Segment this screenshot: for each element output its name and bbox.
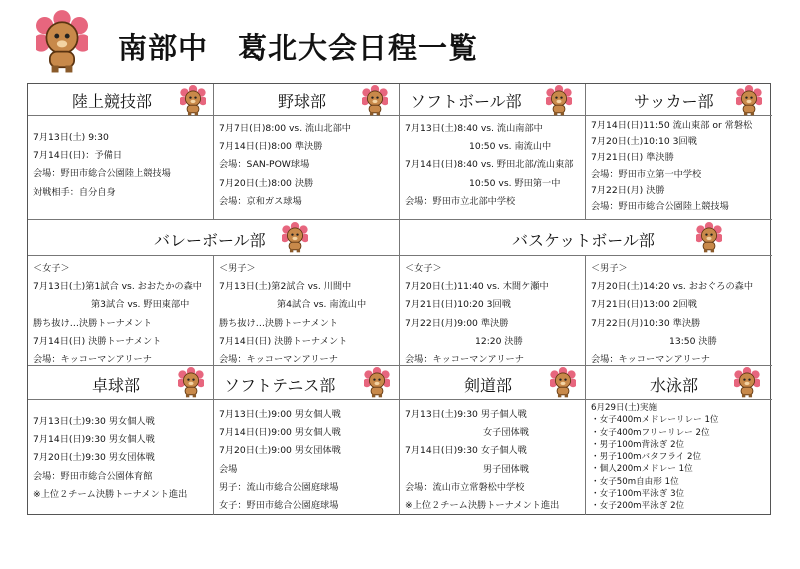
body-softtennis [214,400,400,515]
result-line: ・女子100m平泳ぎ 3位 [591,489,685,500]
schedule-line: 7月14日(日)9:30 男女個人戦 [33,434,155,446]
page-title: 南部中 葛北大会日程一覧 [118,31,479,65]
schedule-line: 7月13日(土)9:00 男女個人戦 [219,409,341,420]
section-title: ソフトテニス部 [224,376,336,395]
mascot-icon [36,10,88,76]
schedule-line: 7月13日(土)第2試合 vs. 川間中 [219,281,352,293]
body-suiei [586,400,772,515]
body-basket-girls [400,256,586,366]
schedule-line: 7月13日(土)9:30 男子個人戦 [405,409,527,420]
schedule-line: 7月22日(月) 決勝 [591,184,665,196]
body-basket-boys [586,256,772,366]
schedule-line: 7月21日(日) 準決勝 [591,152,674,164]
venue-line: 会場：野田市総合公園体育館 [33,470,153,482]
header-rikujo [28,84,214,116]
venue-line: 会場：京和ガス球場 [219,195,302,207]
mascot-icon [178,367,204,399]
header-basket [400,220,772,256]
body-volley-boys [214,256,400,366]
schedule-line: 第3試合 vs. 野田東部中 [91,299,190,311]
section-title: 水泳部 [650,376,699,395]
section-title: ソフトボール部 [410,92,522,111]
schedule-line: 7月21日(日)13:00 2回戦 [591,299,697,311]
body-volley-girls [28,256,214,366]
schedule-line: 勝ち抜け…決勝トーナメント [219,317,339,329]
group-label: ＜女子＞ [33,263,70,274]
body-kendo [400,400,586,515]
header-kendo [400,366,586,400]
mascot-icon [550,367,576,399]
schedule-line: 勝ち抜け…決勝トーナメント [33,317,153,329]
schedule-line: 7月20日(土)9:30 男女団体戦 [33,452,155,464]
result-line: ・女子200m平泳ぎ 2位 [591,501,685,512]
body-rikujo [28,116,214,220]
venue-line: 会場：SAN-POW球場 [219,159,310,171]
venue-line: 会場：流山市立常磐松中学校 [405,481,525,493]
section-title: 野球部 [278,92,327,111]
result-line: ・個人200mメドレー 1位 [591,464,693,475]
mascot-icon [362,85,388,117]
venue-line: 会場：キッコーマンアリーナ [405,354,524,366]
venue-line: 会場 [219,463,238,475]
header-yakyu [214,84,400,116]
schedule-line: 7月20日(土)10:10 3回戦 [591,136,697,148]
result-line: ・男子100mバタフライ 2位 [591,452,702,463]
venue-line: 女子：野田市総合公園庭球場 [219,500,339,512]
venue-line: 会場：野田市立北部中学校 [405,195,516,207]
header [28,8,788,80]
schedule-line: 7月14日(日)9:00 男女個人戦 [219,427,341,439]
section-title: バレーボール部 [154,231,266,250]
schedule-line: 7月20日(土)11:40 vs. 木間ケ瀬中 [405,281,549,293]
venue-line: 会場：野田市総合公園陸上競技場 [591,201,729,213]
mascot-icon [180,85,206,117]
group-label: ＜男子＞ [219,263,256,274]
schedule-line: 女子団体戦 [483,427,529,439]
mascot-icon [546,85,572,117]
schedule-line: 7月14日(日)8:40 vs. 野田北部/流山東部 [405,159,574,171]
schedule-line: 6月29日(土)実施 [591,403,658,413]
mascot-icon [734,367,760,399]
section-title: バスケットボール部 [512,231,655,250]
schedule-line: 7月20日(土)9:00 男女団体戦 [219,445,341,457]
result-line: ・女子50m自由形 1位 [591,476,679,487]
venue-line: 会場：キッコーマンアリーナ [219,354,338,366]
venue-line: 男子：流山市総合公園庭球場 [219,481,339,493]
section-title: 卓球部 [92,376,141,395]
body-softball [400,116,586,220]
group-label: ＜男子＞ [591,263,628,274]
schedule-table [27,83,771,515]
result-line: ・男子100m背泳ぎ 2位 [591,439,685,450]
section-title: 剣道部 [464,376,513,395]
header-soccer [586,84,772,116]
schedule-line: 第4試合 vs. 南流山中 [277,299,367,311]
venue-line: 会場：キッコーマンアリーナ [591,354,710,366]
schedule-line: 10:50 vs. 野田第一中 [469,177,561,189]
schedule-line: 7月20日(土)8:00 決勝 [219,177,314,189]
schedule-line: 7月14日(日)：予備日 [33,150,123,162]
schedule-line: 7月13日(土)9:30 男女個人戦 [33,416,155,427]
schedule-line: 7月13日(土) 9:30 [33,132,109,143]
schedule-line: 7月14日(日) 決勝トーナメント [33,335,162,347]
section-title: 陸上競技部 [72,92,153,111]
schedule-line: 7月14日(日)8:00 準決勝 [219,141,323,153]
header-softtennis [214,366,400,400]
schedule-line: 7月14日(日) 決勝トーナメント [219,335,348,347]
note-line: 対戦相手：自分自身 [33,186,116,198]
note-line: ※上位２チーム決勝トーナメント進出 [33,488,188,500]
header-takkyu [28,366,214,400]
venue-line: 会場：キッコーマンアリーナ [33,354,152,366]
mascot-icon [736,85,762,117]
body-takkyu [28,400,214,515]
body-yakyu [214,116,400,220]
section-title: サッカー部 [634,92,714,111]
venue-line: 会場：野田市総合公園陸上競技場 [33,168,171,180]
schedule-line: 7月20日(土)14:20 vs. おおぐろの森中 [591,281,754,293]
result-line: ・女子400mフリーリレー 2位 [591,427,710,438]
result-line: ・女子400mメドレーリレー 1位 [591,415,719,426]
schedule-line: 10:50 vs. 南流山中 [469,141,552,153]
schedule-line: 12:20 決勝 [475,335,523,347]
schedule-line: 7月21日(日)10:20 3回戦 [405,299,511,311]
group-label: ＜女子＞ [405,263,442,274]
schedule-line: 7月13日(土)第1試合 vs. おおたかの森中 [33,281,202,293]
schedule-line: 7月14日(日)11:50 流山東部 or 常磐松 [591,120,753,131]
header-suiei [586,366,772,400]
venue-line: 会場：野田市立第一中学校 [591,168,702,180]
schedule-line: 7月22日(月)9:00 準決勝 [405,317,509,329]
schedule-line: 7月22日(月)10:30 準決勝 [591,317,701,329]
note-line: ※上位２チーム決勝トーナメント進出 [405,500,560,512]
mascot-icon [696,222,722,254]
header-softball [400,84,586,116]
schedule-line: 男子団体戦 [483,463,529,475]
mascot-icon [282,222,308,254]
mascot-icon [364,367,390,399]
header-volley [28,220,400,256]
schedule-line: 7月14日(日)9:30 女子個人戦 [405,445,527,457]
schedule-line: 13:50 決勝 [669,335,717,347]
schedule-line: 7月13日(土)8:40 vs. 流山南部中 [405,123,543,134]
body-soccer [586,116,772,220]
schedule-line: 7月7日(日)8:00 vs. 流山北部中 [219,123,351,134]
